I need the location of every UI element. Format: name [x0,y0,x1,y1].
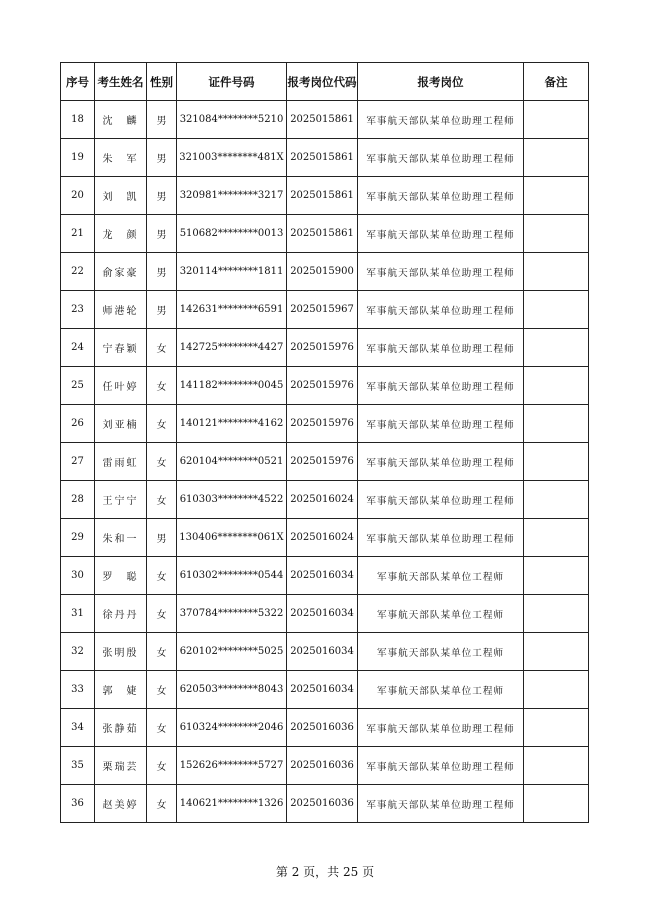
post-code-cell: 2025016024 [287,481,358,519]
post-cell: 军事航天部队某单位助理工程师 [358,709,524,747]
seq-cell: 18 [61,101,95,139]
remark-cell [524,367,589,405]
post-cell: 军事航天部队某单位助理工程师 [358,253,524,291]
seq-cell: 26 [61,405,95,443]
id-number-cell: 152626********5727 [177,747,287,785]
post-cell: 军事航天部队某单位工程师 [358,595,524,633]
name-cell: 刘 凯 [95,177,147,215]
post-code-cell: 2025015976 [287,405,358,443]
remark-cell [524,101,589,139]
id-number-cell: 140621********1326 [177,785,287,823]
header-post: 报考岗位 [358,63,524,101]
post-code-cell: 2025015976 [287,367,358,405]
table-row [61,595,589,633]
post-code-cell: 2025015976 [287,329,358,367]
post-code-cell: 2025015861 [287,177,358,215]
post-cell: 军事航天部队某单位助理工程师 [358,367,524,405]
name-cell: 俞家豪 [95,253,147,291]
table-row [61,481,589,519]
post-cell: 军事航天部队某单位助理工程师 [358,291,524,329]
id-number-cell: 620102********5025 [177,633,287,671]
seq-cell: 30 [61,557,95,595]
gender-cell: 男 [147,215,177,253]
id-number-cell: 370784********5322 [177,595,287,633]
gender-cell: 女 [147,367,177,405]
gender-cell: 男 [147,253,177,291]
id-number-cell: 142725********4427 [177,329,287,367]
seq-cell: 22 [61,253,95,291]
name-cell: 王宁宁 [95,481,147,519]
gender-cell: 女 [147,405,177,443]
seq-cell: 23 [61,291,95,329]
remark-cell [524,177,589,215]
gender-cell: 女 [147,329,177,367]
header-gender: 性别 [147,63,177,101]
remark-cell [524,215,589,253]
remark-cell [524,671,589,709]
seq-cell: 19 [61,139,95,177]
post-code-cell: 2025016036 [287,785,358,823]
table-row [61,785,589,823]
remark-cell [524,443,589,481]
remark-cell [524,595,589,633]
post-code-cell: 2025015900 [287,253,358,291]
id-number-cell: 321003********481X [177,139,287,177]
post-cell: 军事航天部队某单位助理工程师 [358,177,524,215]
gender-cell: 女 [147,557,177,595]
table-row [61,329,589,367]
table-row [61,747,589,785]
seq-cell: 35 [61,747,95,785]
id-number-cell: 320114********1811 [177,253,287,291]
name-cell: 刘亚楠 [95,405,147,443]
gender-cell: 女 [147,671,177,709]
name-cell: 朱 军 [95,139,147,177]
remark-cell [524,785,589,823]
table-row [61,671,589,709]
seq-cell: 36 [61,785,95,823]
header-seq: 序号 [61,63,95,101]
post-cell: 军事航天部队某单位助理工程师 [358,329,524,367]
gender-cell: 女 [147,481,177,519]
post-code-cell: 2025015967 [287,291,358,329]
remark-cell [524,709,589,747]
id-number-cell: 510682********0013 [177,215,287,253]
remark-cell [524,481,589,519]
name-cell: 雷雨虹 [95,443,147,481]
id-number-cell: 320981********3217 [177,177,287,215]
seq-cell: 29 [61,519,95,557]
name-cell: 罗 聪 [95,557,147,595]
gender-cell: 女 [147,785,177,823]
seq-cell: 24 [61,329,95,367]
id-number-cell: 620104********0521 [177,443,287,481]
remark-cell [524,405,589,443]
seq-cell: 21 [61,215,95,253]
remark-cell [524,253,589,291]
table-row [61,557,589,595]
id-number-cell: 142631********6591 [177,291,287,329]
remark-cell [524,633,589,671]
name-cell: 张静茹 [95,709,147,747]
post-cell: 军事航天部队某单位工程师 [358,557,524,595]
post-cell: 军事航天部队某单位助理工程师 [358,101,524,139]
id-number-cell: 130406********061X [177,519,287,557]
name-cell: 师港轮 [95,291,147,329]
id-number-cell: 140121********4162 [177,405,287,443]
seq-cell: 34 [61,709,95,747]
table-row [61,405,589,443]
name-cell: 龙 颜 [95,215,147,253]
table-row [61,367,589,405]
page-number: 第 2 页，共 25 页 [275,865,375,879]
gender-cell: 女 [147,747,177,785]
name-cell: 张明殷 [95,633,147,671]
gender-cell: 女 [147,633,177,671]
post-code-cell: 2025015861 [287,215,358,253]
post-cell: 军事航天部队某单位助理工程师 [358,481,524,519]
post-code-cell: 2025015861 [287,139,358,177]
name-cell: 任叶婷 [95,367,147,405]
table-row [61,633,589,671]
remark-cell [524,557,589,595]
post-code-cell: 2025016034 [287,595,358,633]
gender-cell: 男 [147,519,177,557]
remark-cell [524,329,589,367]
name-cell: 徐丹丹 [95,595,147,633]
gender-cell: 女 [147,595,177,633]
post-cell: 军事航天部队某单位助理工程师 [358,405,524,443]
post-code-cell: 2025016034 [287,671,358,709]
name-cell: 朱和一 [95,519,147,557]
header-remark: 备注 [524,63,589,101]
table-row [61,443,589,481]
post-code-cell: 2025016024 [287,519,358,557]
post-code-cell: 2025015861 [287,101,358,139]
header-name: 考生姓名 [95,63,147,101]
id-number-cell: 620503********8043 [177,671,287,709]
post-code-cell: 2025016034 [287,633,358,671]
header-id-number: 证件号码 [177,63,287,101]
table-row [61,139,589,177]
name-cell: 宁春颖 [95,329,147,367]
table-header-row [61,63,589,101]
post-cell: 军事航天部队某单位助理工程师 [358,785,524,823]
post-cell: 军事航天部队某单位助理工程师 [358,747,524,785]
post-cell: 军事航天部队某单位工程师 [358,671,524,709]
name-cell: 栗瑞芸 [95,747,147,785]
remark-cell [524,747,589,785]
header-post-code-label: 报考岗位代码 [287,74,357,89]
gender-cell: 女 [147,709,177,747]
seq-cell: 31 [61,595,95,633]
remark-cell [524,139,589,177]
id-number-cell: 610303********4522 [177,481,287,519]
gender-cell: 男 [147,139,177,177]
seq-cell: 25 [61,367,95,405]
gender-cell: 女 [147,443,177,481]
candidate-table [60,62,589,823]
table-row [61,253,589,291]
post-cell: 军事航天部队某单位助理工程师 [358,139,524,177]
post-code-cell: 2025016034 [287,557,358,595]
name-cell: 沈 麟 [95,101,147,139]
post-cell: 军事航天部队某单位助理工程师 [358,215,524,253]
post-cell: 军事航天部队某单位助理工程师 [358,443,524,481]
id-number-cell: 321084********5210 [177,101,287,139]
post-code-cell: 2025015976 [287,443,358,481]
gender-cell: 男 [147,101,177,139]
name-cell: 郭 婕 [95,671,147,709]
gender-cell: 男 [147,291,177,329]
post-cell: 军事航天部队某单位助理工程师 [358,519,524,557]
table-row [61,519,589,557]
table-body [61,101,589,823]
seq-cell: 28 [61,481,95,519]
name-cell: 赵美婷 [95,785,147,823]
table-row [61,101,589,139]
gender-cell: 男 [147,177,177,215]
id-number-cell: 610324********2046 [177,709,287,747]
remark-cell [524,519,589,557]
id-number-cell: 141182********0045 [177,367,287,405]
header-post-code [287,63,358,101]
seq-cell: 33 [61,671,95,709]
post-cell: 军事航天部队某单位工程师 [358,633,524,671]
seq-cell: 32 [61,633,95,671]
post-code-cell: 2025016036 [287,709,358,747]
post-code-cell: 2025016036 [287,747,358,785]
table-row [61,709,589,747]
table-row [61,177,589,215]
seq-cell: 20 [61,177,95,215]
remark-cell [524,291,589,329]
table-row [61,291,589,329]
table-row [61,215,589,253]
id-number-cell: 610302********0544 [177,557,287,595]
seq-cell: 27 [61,443,95,481]
